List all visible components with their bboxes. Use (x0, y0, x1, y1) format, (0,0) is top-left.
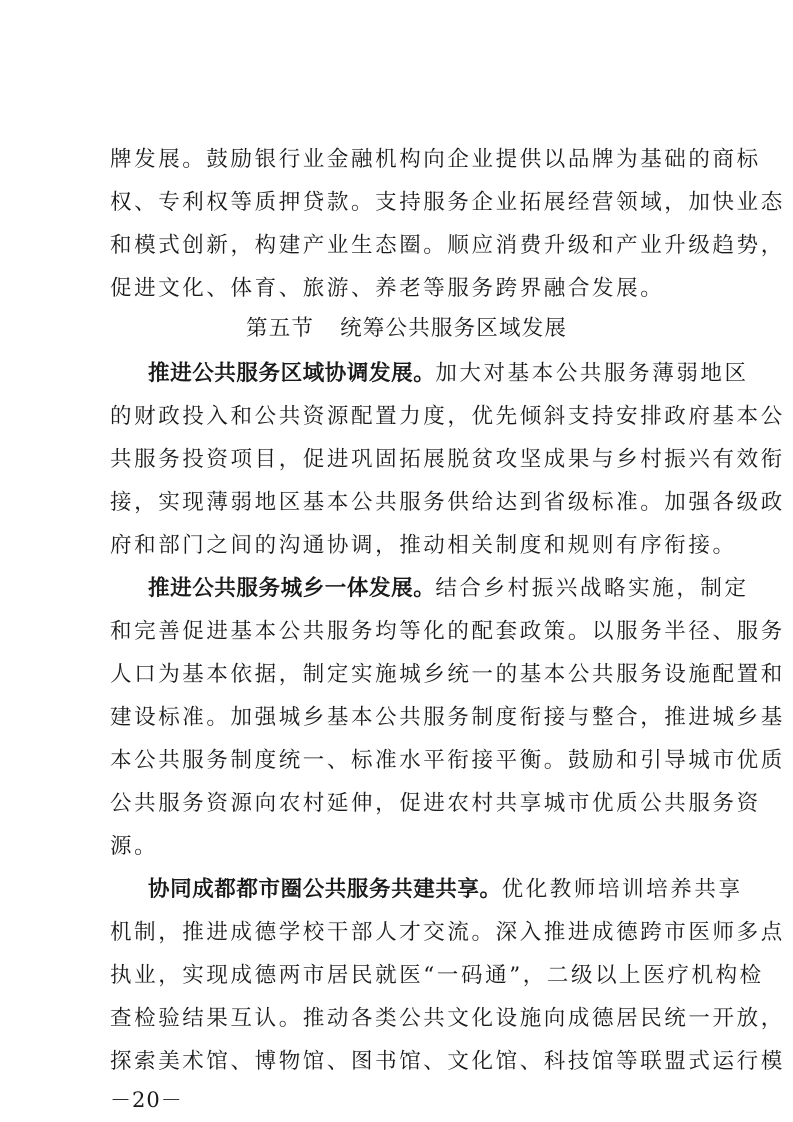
paragraph-3-heading: 协同成都都市圈公共服务共建共享。 (148, 877, 502, 902)
paragraph-1-line-2: 的财政投入和公共资源配置力度，优先倾斜支持安排政府基本公 (110, 404, 785, 429)
paragraph-1-line-5: 府和部门之间的沟通协调，推动相关制度和规则有序衔接。 (110, 533, 737, 558)
paragraph-2-line-2: 和完善促进基本公共服务均等化的配套政策。以服务半径、服务 (110, 619, 785, 644)
paragraph-1-first-line (148, 361, 749, 386)
paragraph-2-line-1: 结合乡村振兴战略实施，制定 (435, 576, 749, 601)
paragraph-2-heading: 推进公共服务城乡一体发展。 (148, 576, 436, 601)
paragraph-3-line-4: 查检验结果互认。推动各类公共文化设施向成德居民统一开放， (110, 1006, 785, 1031)
intro-line-1: 牌发展。鼓励银行业金融机构向企业提供以品牌为基础的商标 (110, 147, 761, 172)
paragraph-1-line-1: 加大对基本公共服务薄弱地区 (435, 361, 749, 386)
paragraph-1-line-3: 共服务投资项目，促进巩固拓展脱贫攻坚成果与乡村振兴有效衔 (110, 447, 785, 472)
paragraph-3-line-1: 优化教师培训培养共享 (501, 877, 743, 902)
paragraph-2-first-line (148, 576, 749, 601)
paragraph-2-line-6: 公共服务资源向农村延伸，促进农村共享城市优质公共服务资 (110, 791, 761, 816)
intro-line-2: 权、专利权等质押贷款。支持服务企业拓展经营领域，加快业态 (110, 190, 785, 215)
paragraph-1-line-4: 接，实现薄弱地区基本公共服务供给达到省级标准。加强各级政 (110, 490, 785, 515)
intro-line-4: 促进文化、体育、旅游、养老等服务跨界融合发展。 (110, 276, 665, 301)
section-number: 第五节 (246, 316, 315, 341)
paragraph-3-line-5: 探索美术馆、博物馆、图书馆、文化馆、科技馆等联盟式运行模 (110, 1049, 785, 1074)
paragraph-2-line-3: 人口为基本依据，制定实施城乡统一的基本公共服务设施配置和 (110, 662, 785, 687)
paragraph-2-line-5: 本公共服务制度统一、标准水平衔接平衡。鼓励和引导城市优质 (110, 748, 785, 773)
intro-line-3: 和模式创新，构建产业生态圈。顺应消费升级和产业升级趋势， (110, 233, 785, 258)
paragraph-3-first-line (148, 877, 743, 902)
paragraph-3-line-2: 机制，推进成德学校干部人才交流。深入推进成德跨市医师多点 (110, 920, 785, 945)
paragraph-2-line-7: 源。 (110, 834, 159, 859)
section-title (246, 318, 567, 340)
paragraph-3-line-3: 执业，实现成德两市居民就医“一码通”，二级以上医疗机构检 (110, 963, 764, 988)
paragraph-1-heading: 推进公共服务区域协调发展。 (148, 361, 436, 386)
paragraph-2-line-4: 建设标准。加强城乡基本公共服务制度衔接与整合，推进城乡基 (110, 705, 785, 730)
section-heading: 统筹公共服务区域发展 (340, 316, 568, 341)
page-number: －20－ (110, 1088, 183, 1112)
